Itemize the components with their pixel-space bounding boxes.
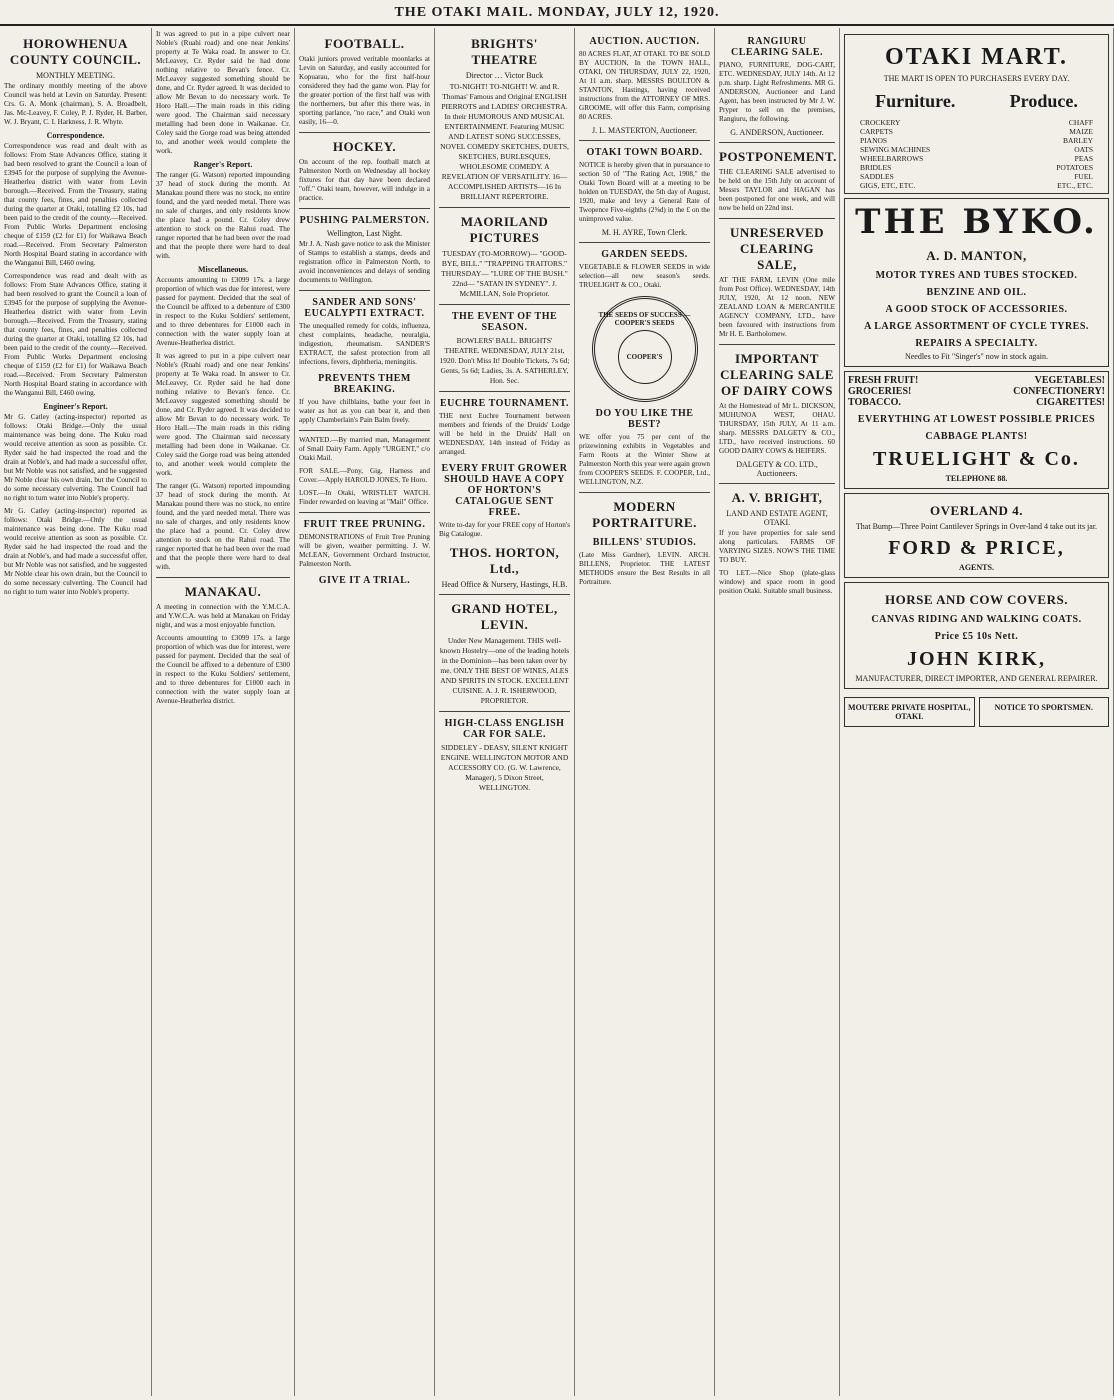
sander-text: The unequalled remedy for colds, influenza, chest complaints, headache, neuralgia, indigestion, rheumatism. SANDER'S EXTRACT, the safest protection from all infections, fevers, diphtheria, meningitis.	[299, 322, 430, 366]
furniture-item: WHEELBARROWS	[860, 154, 924, 163]
theatre-text: TO-NIGHT! TO-NIGHT! W. and R. Thomas' Famous and Original ENGLISH PIERROTS and LADIES' ORCHESTRA. In their HUMOROUS AND MUSICAL ENTERTAINMENT. Featuring MUSIC AND LATEST SONG SUCCESSES, NOVEL COMEDY SKETCHES, DUETS, SKETCHES, BURLESQUES, WHOLESOME COMEDY. A REVELATION OF VERSATILITY. 16—ACCOMPLISHED ARTISTS—16 In BRILLIANT REPERTOIRE.	[440, 82, 569, 201]
dairy-cows-text: At the Homestead of Mr L. DICKSON, MUHUNOA WEST, OHAU. THURSDAY, 15th JULY, At 11 a.m. sharp. MESSRS DALGETY & CO., LTD., have received instructions. 60 GOOD DAIRY COWS & HEIFERS.	[719, 402, 835, 455]
auction-text: 80 ACRES FLAT, AT OTAKI. TO BE SOLD BY AUCTION, In the TOWN HALL, OTAKI, ON THURSDAY, JULY 22, 1920, At 11 a.m. sharp. MESSRS BOULTON & STANTON, Hastings, having received instructions from the ATTORNEY OF MRS. GROOME, will offer this Farm, comprising 80 ACRES.	[579, 50, 710, 121]
agents-label: AGENTS.	[959, 563, 994, 572]
classified-wanted: WANTED.—By married man, Management of Small Dairy Farm. Apply "URGENT," c/o Otaki Mail.	[299, 436, 430, 462]
benzine-oil: BENZINE AND OIL.	[926, 287, 1027, 298]
everything-label: EVERYTHING AT LOWEST POSSIBLE PRICES	[857, 414, 1096, 425]
repairs: REPAIRS A SPECIALTY.	[915, 338, 1038, 349]
classified-for-sale: FOR SALE.—Pony, Gig, Harness and Cover.—Apply HAROLD JONES, Te Horo.	[299, 467, 430, 484]
manakau-text: A meeting in connection with the Y.M.C.A. and Y.W.C.A. was held at Manakau on Friday night, and was a most enjoyable function.	[156, 603, 290, 629]
kirk-sub: MANUFACTURER, DIRECT IMPORTER, AND GENERAL REPAIRER.	[855, 674, 1098, 683]
horton-address: Head Office & Nursery, Hastings, H.B.	[441, 580, 568, 589]
correspondence-heading: Correspondence.	[46, 131, 105, 140]
produce-item: PEAS	[1074, 154, 1093, 163]
council-intro: The ordinary monthly meeting of the above Council was held at Levin on Saturday. Present: Crs. G. A. Monk (chairman), S. A. Broadbelt, Jas. Mc-Leavey, F. Coley, P. J. Ryder, H. Barber, W. J. Bryant, C. I. Harkness, J. R. Whyte.	[4, 82, 147, 126]
hospital-heading: MOUTERE PRIVATE HOSPITAL, OTAKI.	[848, 703, 971, 721]
football-text: Otaki juniors proved veritable moonlarks at Levin on Saturday, and easily accounted for Kopuarau, who for the first half-hour considered they had the game won. Play for the greater portion of the first half was with the northerners, but after this there was, in sporting parlance, "no race," and Otaki won easily, 16—0.	[299, 55, 430, 126]
misc-text-3: The ranger (G. Watson) reported impounding 37 head of stock during the month. At Manakau pound there was no stock, no entire found, and the yard needed metal. There was no sale of charges, and only residents know the place had a pound. Cr. Coley drew attention to stock on the Rahui road. The ranger reported that he had been over the road and that the people there were hard to deal with.	[156, 482, 290, 571]
divider	[439, 711, 570, 712]
kirk-name: JOHN KIRK,	[907, 648, 1046, 670]
manakau-heading: MANAKAU.	[184, 584, 262, 599]
divider	[156, 577, 290, 578]
theatre-heading: BRIGHTS' THEATRE	[471, 36, 538, 67]
misc-text: Accounts amounting to £3099 17s. a large proportion of which was due for interest, were passed for payment. Decided that the seal of the Council be affixed to a debenture of £300 in respect to the Kuku Soldiers' settlement, and to three debentures for £1000 each in connection with the water supply loan at Avenue-Heatherlea district.	[156, 276, 290, 347]
produce-item: OATS	[1074, 145, 1093, 154]
sander-heading: SANDER AND SONS' EUCALYPTI EXTRACT.	[304, 297, 425, 319]
masthead: THE OTAKI MAIL. MONDAY, JULY 12, 1920.	[0, 0, 1114, 26]
furniture-item: SADDLES	[860, 172, 894, 181]
engineer-text-2: Mr G. Catley (acting-inspector) reported as follows: Otaki Bridge.—Only the usual maintenance was being done. The Kuku road would receive attention as soon as possible. Cr. Ryder said he had inspected the road and the drain at Noble's, and had made a successful offer, but Mr Noble was not satisfied, and he suggested Mr Noble clear his own drain, but the Council to do some necessary culverting. The Council had no right to turn water into Noble's property.	[4, 507, 147, 596]
divider	[299, 512, 430, 513]
overland-title: OVERLAND 4.	[930, 503, 1023, 518]
divider	[299, 132, 430, 133]
produce-list	[1056, 118, 1093, 190]
garden-seeds-text: VEGETABLE & FLOWER SEEDS in wide selection—all new season's seeds. TRUELIGHT & CO., Otaki.	[579, 263, 710, 289]
horton-ad-heading: EVERY FRUIT GROWER SHOULD HAVE A COPY OF HORTON'S CATALOGUE SENT FREE.	[441, 463, 568, 518]
pushing-heading: PUSHING PALMERSTON.	[299, 215, 430, 226]
divider	[439, 594, 570, 595]
hockey-heading: HOCKEY.	[332, 139, 397, 154]
to-let-text: TO LET.—Nice Shop (plate-glass window) and space room in good position Otaki. Suitable small business.	[719, 569, 835, 595]
divider	[719, 142, 835, 143]
hockey-text: On account of the rep. football match at Palmerston North on Wednesday all hockey fixtures for that day have been declared "off." Otaki team, however, will indulge in a practice.	[299, 158, 430, 202]
cycle-tyres: A LARGE ASSORTMENT OF CYCLE TYRES.	[864, 321, 1089, 332]
like-best-heading: DO YOU LIKE THE BEST?	[595, 408, 694, 430]
horton-ad-text: Write to-day for your FREE copy of Horton's Big Catalogue.	[439, 521, 570, 538]
furniture-item: SEWING MACHINES	[860, 145, 931, 154]
divider	[439, 391, 570, 392]
produce-item: POTATOES	[1056, 163, 1093, 172]
coopers-seeds-seal	[592, 296, 698, 402]
overland-text: That Bump—Three Point Cantilever Springs in Over-land 4 take out its jar.	[855, 522, 1098, 531]
correspondence-text-2: Correspondence was read and dealt with as follows: From State Advances Office, stating it had been resolved to grant the Council a loan of £3945 for the purpose of supplying the Avenue-Heatherlea district with water from Levin borough.—Received. From the Treasury, stating that county fees, fines, and penalties collected during the quarter at Otaki, totalling £2 10s, had been paid to the credit of the county.—Received. From Public Works Department enclosing cheque of £159 (£2 for £1) for Waikawa Beach road.—Received. From Secretary Palmerston North Hospital Board stating in accordance with the Wanganui Bill, £460 owing.	[4, 272, 147, 397]
truelight-name: TRUELIGHT & Co.	[873, 448, 1080, 470]
ford-price-name: FORD & PRICE,	[888, 537, 1065, 559]
bright-sub: LAND AND ESTATE AGENT, OTAKI.	[726, 509, 828, 527]
unreserved-text: AT THE FARM, LEVIN (One mile from Post Office). WEDNESDAY, 14th JULY, 1920, At 12 noon. NEW ZEALAND LOAN & MERCANTILE AGENCY COMPANY, LTD., have been favoured with instructions from Mr H. E. Bartholomew.	[719, 276, 835, 338]
ranger-heading: Ranger's Report.	[193, 160, 253, 169]
accessories: A GOOD STOCK OF ACCESSORIES.	[885, 304, 1068, 315]
auction-signature: J. L. MASTERTON, Auctioneer.	[592, 126, 697, 135]
portraiture-heading: MODERN PORTRAITURE.	[592, 499, 697, 530]
furniture-item: CROCKERY	[860, 118, 901, 127]
pruning-heading: FRUIT TREE PRUNING.	[303, 519, 426, 530]
furniture-item: PIANOS	[860, 136, 888, 145]
column-7	[840, 28, 1114, 1396]
divider	[579, 140, 710, 141]
town-board-text: NOTICE is hereby given that in pursuance to section 50 of "The Rating Act, 1908," the Otaki Town Board will at a meeting to be holden on TUESDAY, the 5th day of August, 1920, make and levy a General Rate of Twopence Five-eighths (2⅝d) in the £ on the unimproved value.	[579, 161, 710, 223]
misc-heading: Miscellaneous.	[198, 265, 248, 274]
tobacco-label: TOBACCO.	[848, 397, 901, 408]
mart-sub: THE MART IS OPEN TO PURCHASERS EVERY DAY.	[883, 74, 1070, 83]
covers-ad	[844, 582, 1109, 689]
car-sale-heading: HIGH-CLASS ENGLISH CAR FOR SALE.	[444, 718, 565, 740]
like-best-text: WE offer you 75 per cent of the prizewinning exhibits in Vegetables and Farm Roots at the Winter Show at Palmerston North this year were again grown from COOPER'S SEEDS. F. COOPER, Ltd., WELLINGTON, N.Z.	[579, 433, 710, 486]
coats-price: Price £5 10s Nett.	[934, 631, 1019, 642]
divider	[719, 344, 835, 345]
sportsmen-heading: NOTICE TO SPORTSMEN.	[994, 703, 1093, 712]
furniture-list	[860, 118, 930, 190]
unreserved-heading: UNRESERVED CLEARING SALE,	[729, 225, 825, 272]
maoriland-heading: MAORILAND PICTURES	[460, 214, 549, 245]
horton-name: THOS. HORTON, Ltd.,	[449, 545, 560, 576]
engineer-heading: Engineer's Report.	[43, 402, 108, 411]
produce-item: ETC., ETC.	[1057, 181, 1093, 190]
otaki-mart-ad	[844, 34, 1109, 194]
grand-hotel-heading: GRAND HOTEL, LEVIN.	[451, 601, 558, 632]
bright-heading: A. V. BRIGHT,	[731, 490, 823, 505]
auction-heading: AUCTION. AUCTION.	[589, 36, 700, 47]
produce-item: FUEL	[1074, 172, 1093, 181]
classified-lost: LOST.—In Otaki, WRISTLET WATCH. Finder rewarded on leaving at "Mail" Office.	[299, 489, 430, 506]
council-heading: HOROWHENUA COUNTY COUNCIL.	[9, 36, 142, 67]
cigarettes-label: CIGARETTES!	[1036, 397, 1105, 408]
column-1	[0, 28, 152, 1396]
euchre-heading: EUCHRE TOURNAMENT.	[439, 398, 569, 409]
manakau-text-2: Accounts amounting to £3099 17s. a large proportion of which was due for interest, were passed for payment. Decided that the seal of the Council be affixed to a debenture of £300 in respect to the Kuku Soldiers' settlement, and to three debentures for £1000 each in connection with the water supply loan at Avenue-Heatherlea district.	[156, 634, 290, 705]
hospital-ad	[844, 697, 975, 727]
divider	[579, 242, 710, 243]
car-sale-text: SIDDELEY - DEASY, SILENT KNIGHT ENGINE. WELLINGTON MOTOR AND ACCESSORY CO. (G. W. Lawrence, Manager), 5 Dixon Street, WELLINGTON.	[440, 743, 569, 792]
pushing-text: Mr J. A. Nash gave notice to ask the Minister of Stamps to establish a stamps, deeds and registration office in Palmerston North, to avoid inconveniences and delays of sending documents to Wellington.	[299, 240, 430, 284]
divider	[719, 218, 835, 219]
misc-text-2: It was agreed to put in a pipe culvert near Noble's (Ruahi road) and one near Jenkins' property at Te Waka road. In answer to Cr. McLeavey, Cr. Ryder said he had done nothing relative to Bevan's fence. Cr. McLeavey suggested something should be done, and Cr. Ryder agreed. It was decided to allow Mr Bevan to do necessary work. Te Horo Hall.—The main roads in this riding were good. The Chairman said necessary metalling had been done in Waikanae. Cr. Coley said the Gorge road was being attended to, and another week would complete the work.	[156, 352, 290, 477]
town-board-signature: M. H. AYRE, Town Clerk.	[601, 228, 688, 237]
pushing-dateline: Wellington, Last Night.	[326, 229, 403, 238]
event-text: BOWLERS' BALL. BRIGHTS' THEATRE. WEDNESDAY, JULY 21st, 1920. Don't Miss It! Double Tickets, 7s 6d; Gents, 5s 6d; Ladies, 3s. A. SATHERLEY, Hon. Sec.	[439, 336, 570, 385]
prevents-heading: PREVENTS THEM BREAKING.	[318, 373, 411, 395]
produce-item: CHAFF	[1068, 118, 1093, 127]
produce-item: MAIZE	[1069, 127, 1093, 136]
column-4	[435, 28, 575, 1396]
rangiuru-signature: G. ANDERSON, Auctioneer.	[730, 128, 824, 137]
billens-heading: BILLENS' STUDIOS.	[592, 537, 697, 548]
cabbage-label: CABBAGE PLANTS!	[925, 431, 1028, 442]
trial-heading: GIVE IT A TRIAL.	[318, 575, 411, 586]
euchre-text: THE next Euchre Tournament between members and friends of the Druids' Lodge will be held in the Druids' Hall on WEDNESDAY, 14th instead of Friday as arranged.	[439, 412, 570, 456]
seal-inner	[618, 330, 672, 384]
furniture-item: GIGS, ETC, ETC.	[860, 181, 916, 190]
correspondence-text: Correspondence was read and dealt with as follows: From State Advances Office, stating it had been resolved to grant the Council a loan of £3945 for the purpose of supplying the Avenue-Heatherlea district with water from Levin borough.—Received. From the Treasury, stating that county fees, fines, and penalties collected during the quarter at Otaki, totalling £2 10s, had been paid to the credit of the county.—Received. From Public Works Department enclosing cheque of £159 (£2 for £1) for Waikawa Beach road.—Received. From Secretary Palmerston North Hospital Board stating in accordance with the Wanganui Bill, £460 owing.	[4, 142, 147, 267]
canvas-coats: CANVAS RIDING AND WALKING COATS.	[871, 614, 1082, 625]
furniture-label: Furniture.	[875, 91, 956, 111]
divider	[299, 290, 430, 291]
mart-title: OTAKI MART.	[885, 44, 1068, 70]
bright-text: If you have properties for sale send along particulars. FARMS OF VARYING SIZES. NOW'S THE TIME TO BUY.	[719, 529, 835, 564]
furniture-item: CARPETS	[860, 127, 893, 136]
fresh-fruit-label: FRESH FRUIT!	[848, 375, 919, 386]
byko-ad	[844, 198, 1109, 367]
football-heading: FOOTBALL.	[324, 36, 405, 51]
column-3	[295, 28, 435, 1396]
singer-needles: Needles to Fit "Singer's" now in stock again.	[904, 352, 1049, 361]
theatre-director: Director … Victor Buck	[465, 71, 544, 80]
postponement-text: THE CLEARING SALE advertised to be held on the 15th July on account of Messrs TAYLOR and HAGAN has been postponed for one week, and will now be held on 22nd inst.	[719, 168, 835, 212]
divider	[579, 492, 710, 493]
divider	[299, 208, 430, 209]
dairy-cows-signature: DALGETY & CO. LTD., Auctioneers.	[736, 460, 818, 478]
event-heading: THE EVENT OF THE SEASON.	[451, 311, 558, 333]
divider	[439, 304, 570, 305]
truelight-ad	[844, 371, 1109, 489]
byko-sub: A. D. MANTON,	[926, 248, 1027, 263]
divider	[439, 207, 570, 208]
council-subheading: MONTHLY MEETING.	[36, 71, 115, 80]
produce-label: Produce.	[1009, 91, 1078, 111]
council-continued: It was agreed to put in a pipe culvert near Noble's (Ruahi road) and one near Jenkins' property at Te Waka road. In answer to Cr. McLeavey, Cr. Ryder said he had done nothing relative to Bevan's fence. Cr. McLeavey suggested something should be done, and Cr. Ryder agreed. It was decided to allow Mr Bevan to do necessary work. Te Horo Hall.—The main roads in this riding were good. The Chairman said necessary metalling had been done in Waikanae. Cr. Coley said the Gorge road was being attended to, and another week would complete the work.	[156, 30, 290, 155]
byko-title: THE BYKO.	[855, 202, 1098, 242]
column-6	[715, 28, 840, 1396]
groceries-label: GROCERIES!	[848, 386, 912, 397]
furniture-item: BRIDLES	[860, 163, 892, 172]
confectionery-label: CONFECTIONERY!	[1013, 386, 1105, 397]
truelight-telephone: TELEPHONE 88.	[945, 474, 1008, 483]
column-2	[152, 28, 295, 1396]
garden-seeds-heading: GARDEN SEEDS.	[601, 249, 688, 260]
town-board-heading: OTAKI TOWN BOARD.	[586, 147, 703, 158]
engineer-text: Mr G. Catley (acting-inspector) reported as follows: Otaki Bridge.—Only the usual maintenance was being done. The Kuku road would receive attention as soon as possible. Cr. Ryder said he had inspected the road and the drain at Noble's, and had made a successful offer, but Mr Noble was not satisfied, and he suggested Mr Noble clear his own drain, but the Council to do some necessary culverting. The Council had no right to turn water into Noble's property.	[4, 413, 147, 502]
prevents-text: If you have chilblains, bathe your feet in water as hot as you can bear it, and then apply Chamberlain's Pain Balm freely.	[299, 398, 430, 424]
postponement-heading: POSTPONEMENT.	[719, 149, 837, 164]
seal-inner-text: COOPER'S	[626, 353, 663, 361]
pruning-text: DEMONSTRATIONS of Fruit Tree Pruning will be given, weather permitting. J. W. McLEAN, Government Orchard Instructor, Palmerston North.	[299, 533, 430, 568]
overland-ad	[844, 493, 1109, 578]
grand-hotel-text: Under New Management. THIS well-known Hostelry—one of the leading hotels in the Dominion—has been taken over by me. ONLY THE BEST OF WINES, ALES AND SPIRITS IN STOCK. EXCELLENT CUISINE. A. J. R. ISHERWOOD, PROPRIETOR.	[439, 636, 570, 705]
ranger-text: The ranger (G. Watson) reported impounding 37 head of stock during the month. At Manakau pound there was no stock, no entire found, and the yard needed metal. There was no sale of charges, and only residents know the place had a pound. Cr. Coley drew attention to stock on the Rahui road. The ranger reported that he had been over the road and that the people there were hard to deal with.	[156, 171, 290, 260]
vegetables-label: VEGETABLES!	[1034, 375, 1105, 386]
rangiuru-text: PIANO, FURNITURE, DOG-CART, ETC. WEDNESDAY, JULY 14th. At 12 p.m. sharp. Light Refreshments. MR G. ANDERSON, Auctioneer and Land Agent, has been instructed by Mr J. W. Pryper to sell on the premises, Rangiuru, the following.	[719, 61, 835, 123]
produce-item: BARLEY	[1063, 136, 1093, 145]
maoriland-text: TUESDAY (TO-MORROW)— "GOOD-BYE, BILL." "TRAPPING TRAITORS." THURSDAY— "LURE OF THE BUSH." 22nd— "SATAN IN SYDNEY". J. McMILLAN, Sole Proprietor.	[441, 249, 568, 298]
motor-tyres: MOTOR TYRES AND TUBES STOCKED.	[875, 270, 1078, 281]
divider	[299, 430, 430, 431]
horse-covers: HORSE AND COW COVERS.	[885, 592, 1068, 607]
sportsmen-notice	[979, 697, 1110, 727]
column-5	[575, 28, 715, 1396]
divider	[719, 483, 835, 484]
rangiuru-heading: RANGIURU CLEARING SALE.	[730, 36, 824, 58]
billens-text: (Late Miss Gardner), LEVIN. ARCH. BILLENS, Proprietor. THE LATEST METHODS ensure the Best Results in all Portraiture.	[579, 551, 710, 586]
dairy-cows-heading: IMPORTANT CLEARING SALE OF DAIRY COWS	[720, 351, 834, 398]
mart-lists	[848, 118, 1105, 190]
seal-outer-text: THE SEEDS OF SUCCESS — COOPER'S SEEDS	[598, 311, 691, 327]
